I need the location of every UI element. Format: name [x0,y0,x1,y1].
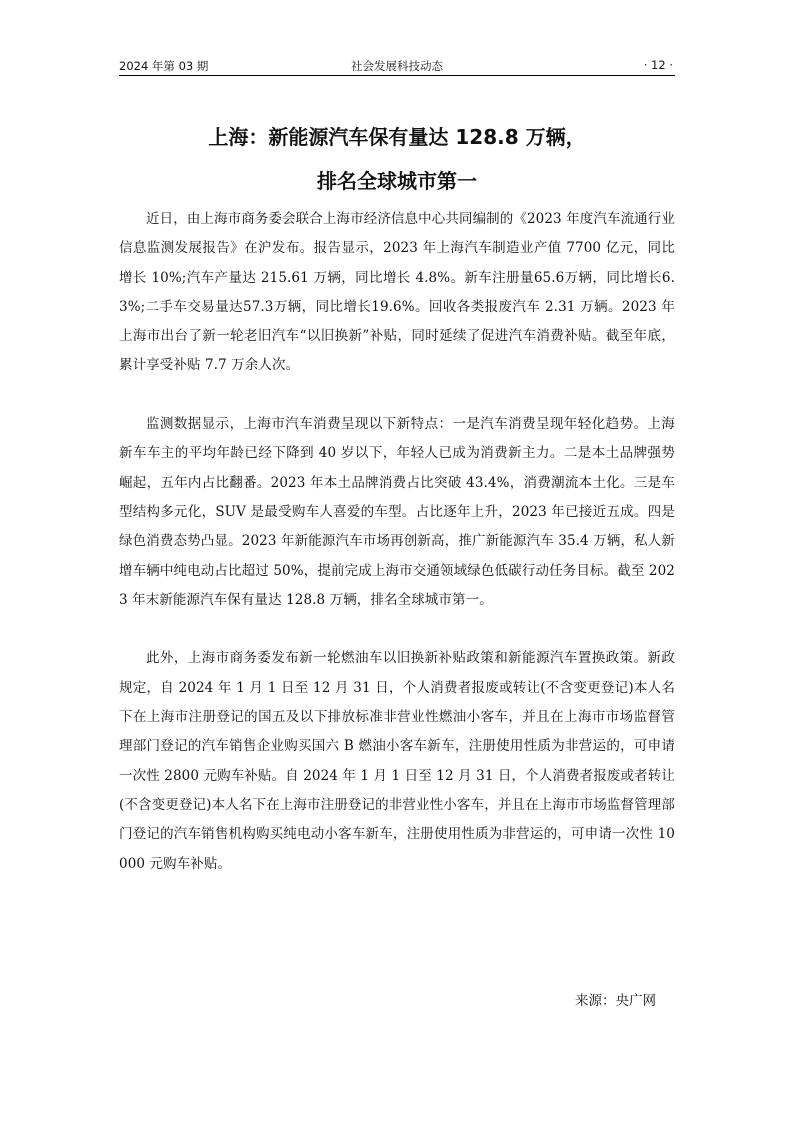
article-title-line-2: 排名全球城市第一 [317,169,477,193]
paragraph-3: 此外，上海市商务委发布新一轮燃油车以旧换新补贴政策和新能源汽车置换政策。新政规定，自 2024 年 1 月 1 日至 12 月 31 日，个人消费者报废或转让(不含变更登记)本人名下在上海市注册登记的国五及以下排放标准非营业性燃油小客车，并且在上海市市场监督管理部门登记的汽车销售企业购买国六 B 燃油小客车新车，注册使用性质为非营运的，可申请一次性 2800 元购车补贴。自 2024 年 1 月 1 日至 12 月 31 日，个人消费者报废或者转让(不含变更登记)本人名下在上海市注册登记的非营业性小客车，并且在上海市市场监督管理部门登记的汽车销售机构购买纯电动小客车新车，注册使用性质为非营运的，可申请一次性 10000 元购车补贴。 [119,650,675,872]
paragraph-spacer [119,615,675,644]
page-header [119,56,675,76]
paragraph-1: 近日，由上海市商务委会联合上海市经济信息中心共同编制的《2023 年度汽车流通行业信息监测发展报告》在沪发布。报告显示，2023 年上海汽车制造业产值 7700 亿元，同比增长 10%;汽车产量达 215.61 万辆，同比增长 4.8%。新车注册量65.6万辆，同比增长6.3%;二手车交易量达57.3万辆，同比增长19.6%。回收各类报废汽车 2.31 万辆。2023 年上海市出台了新一轮老旧汽车“以旧换新”补贴，同时延续了促进汽车消费补贴。截至年底，累计享受补贴 7.7 万余人次。 [119,211,675,374]
page-number: · 12 · [643,58,673,72]
article-title-line-1: 上海：新能源汽车保有量达 128.8 万辆， [208,125,586,149]
article-source: 来源：央广网 [575,993,656,1009]
issue-label: 2024 年第 03 期 [119,59,209,73]
article-body [119,205,675,879]
paragraph-spacer [119,381,675,410]
header-divider [119,75,675,76]
journal-name: 社会发展科技动态 [351,59,443,73]
paragraph-2: 监测数据显示，上海市汽车消费呈现以下新特点：一是汽车消费呈现年轻化趋势。上海新车车主的平均年龄已经下降到 40 岁以下，年轻人已成为消费新主力。二是本土品牌强势崛起，五年内占比翻番。2023 年本土品牌消费占比突破 43.4%，消费潮流本土化。三是车型结构多元化，SUV 是最受购车人喜爱的车型。占比逐年上升，2023 年已接近五成。四是绿色消费态势凸显。2023 年新能源汽车市场再创新高，推广新能源汽车 35.4 万辆，私人新增车辆中纯电动占比超过 50%，提前完成上海市交通领域绿色低碳行动任务目标。截至 2023 年末新能源汽车保有量达 128.8 万辆，排名全球城市第一。 [119,416,675,608]
